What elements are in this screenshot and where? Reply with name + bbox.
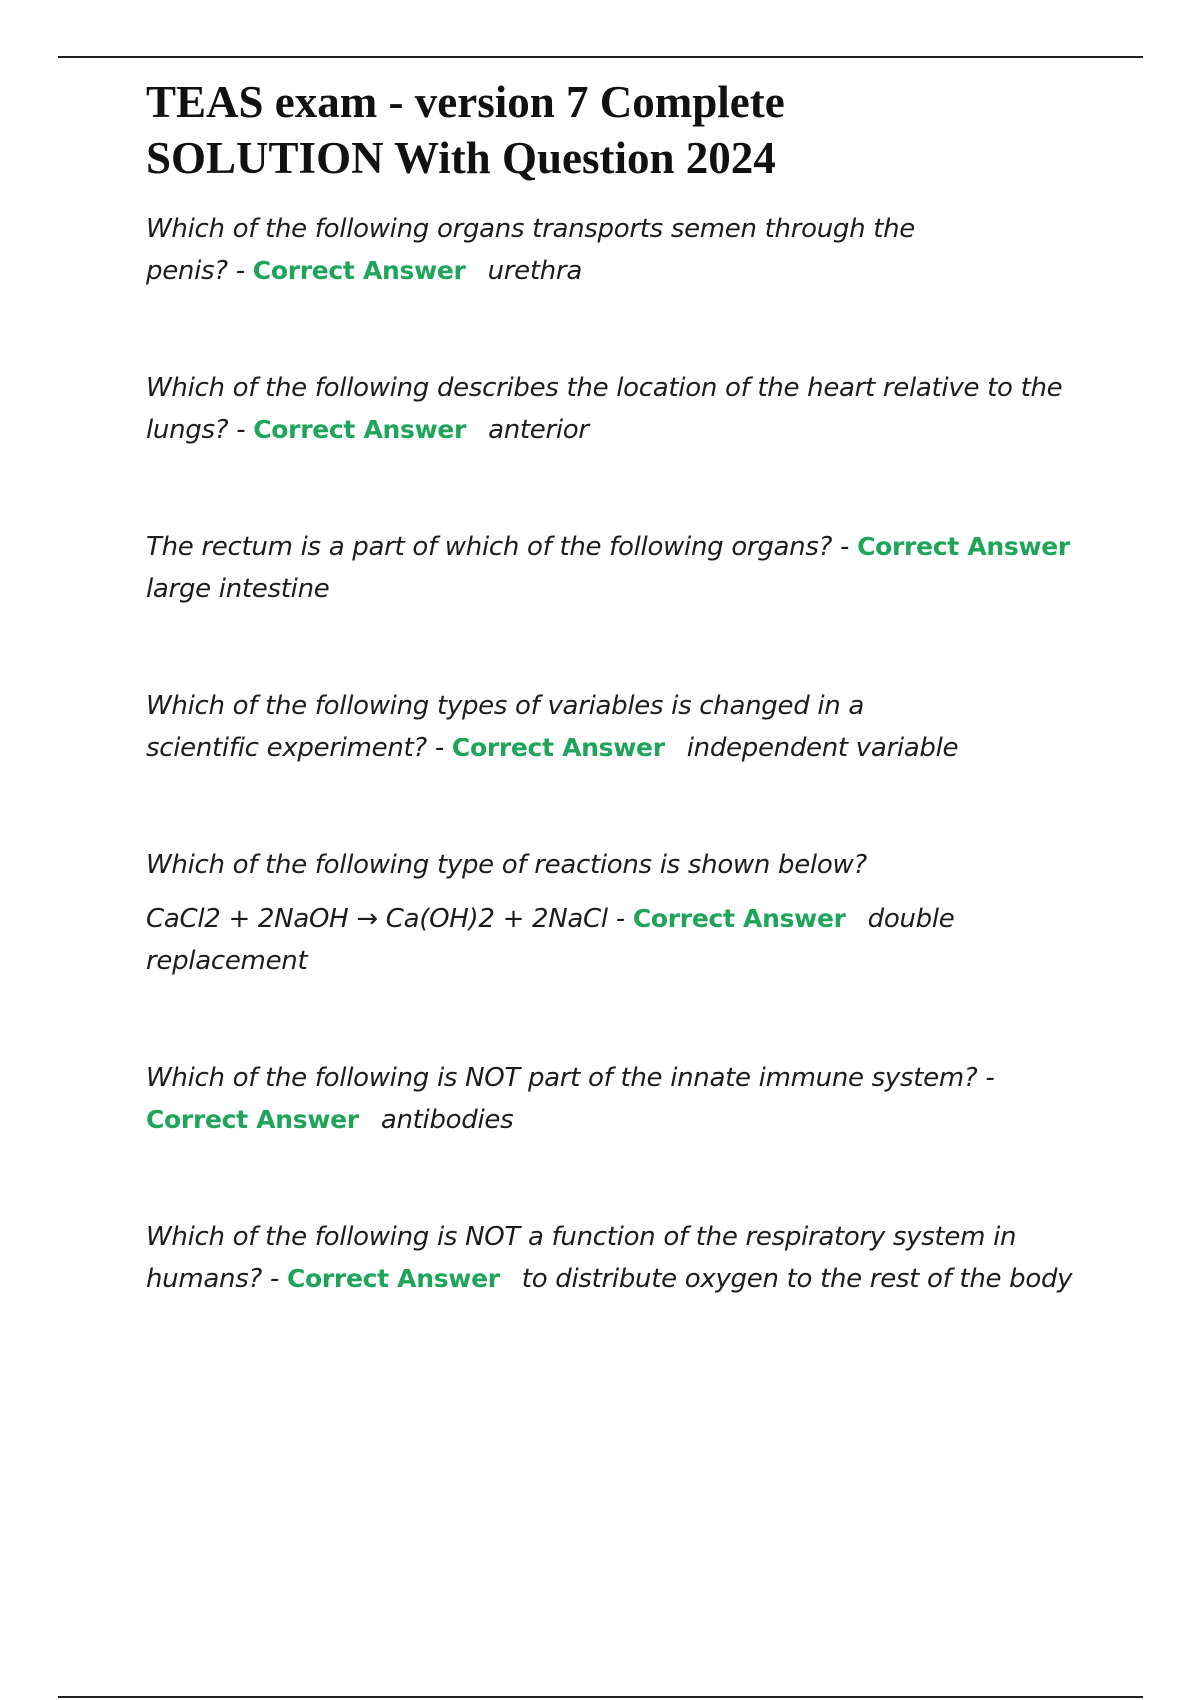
question-text: Which of the following types of variables is changed in a scientific experiment? -: [146, 691, 865, 763]
correct-answer-label: Correct Answer: [857, 532, 1070, 561]
correct-answer-label: Correct Answer: [146, 1105, 359, 1134]
correct-answer-label: Correct Answer: [252, 256, 466, 285]
answer-text: anterior: [488, 415, 589, 445]
question-text: Which of the following organs transports semen through the penis? -: [146, 214, 915, 286]
answer-text: double replacement: [146, 904, 955, 976]
qa-item-5-equation: [146, 898, 966, 982]
title-line-1: TEAS exam - version 7 Complete: [146, 77, 785, 127]
qa-item-1: [146, 208, 996, 292]
question-text: Which of the following type of reactions is shown below?: [146, 850, 867, 880]
title-line-2: SOLUTION With Question 2024: [146, 133, 776, 183]
question-text: Which of the following is NOT part of the innate immune system? -: [146, 1063, 995, 1093]
answer-text: antibodies: [380, 1105, 514, 1135]
qa-item-6: [146, 1057, 1006, 1141]
correct-answer-label: Correct Answer: [286, 1264, 500, 1293]
qa-item-7: [146, 1216, 1096, 1300]
qa-item-5-question: [146, 844, 1096, 886]
question-text: The rectum is a part of which of the following organs? -: [146, 532, 850, 562]
answer-text: urethra: [487, 256, 582, 286]
correct-answer-label: Correct Answer: [253, 415, 467, 444]
correct-answer-label: Correct Answer: [451, 733, 665, 762]
bottom-rule: [58, 1696, 1143, 1698]
qa-item-3: [146, 526, 1096, 610]
document-body: [146, 74, 1096, 1300]
answer-text: large intestine: [146, 574, 330, 604]
chemical-equation: CaCl2 + 2NaOH → Ca(OH)2 + 2NaCl -: [146, 904, 625, 934]
qa-item-4: [146, 685, 966, 769]
answer-text: to distribute oxygen to the rest of the body: [521, 1264, 1073, 1294]
qa-item-2: [146, 367, 1096, 451]
correct-answer-label: Correct Answer: [632, 904, 846, 933]
question-text: Which of the following is NOT a function of the respiratory system in humans? -: [146, 1222, 1017, 1294]
top-rule: [58, 56, 1143, 58]
answer-text: independent variable: [686, 733, 959, 763]
document-title: [146, 74, 1096, 186]
question-text: Which of the following describes the location of the heart relative to the lungs? -: [146, 373, 1063, 445]
